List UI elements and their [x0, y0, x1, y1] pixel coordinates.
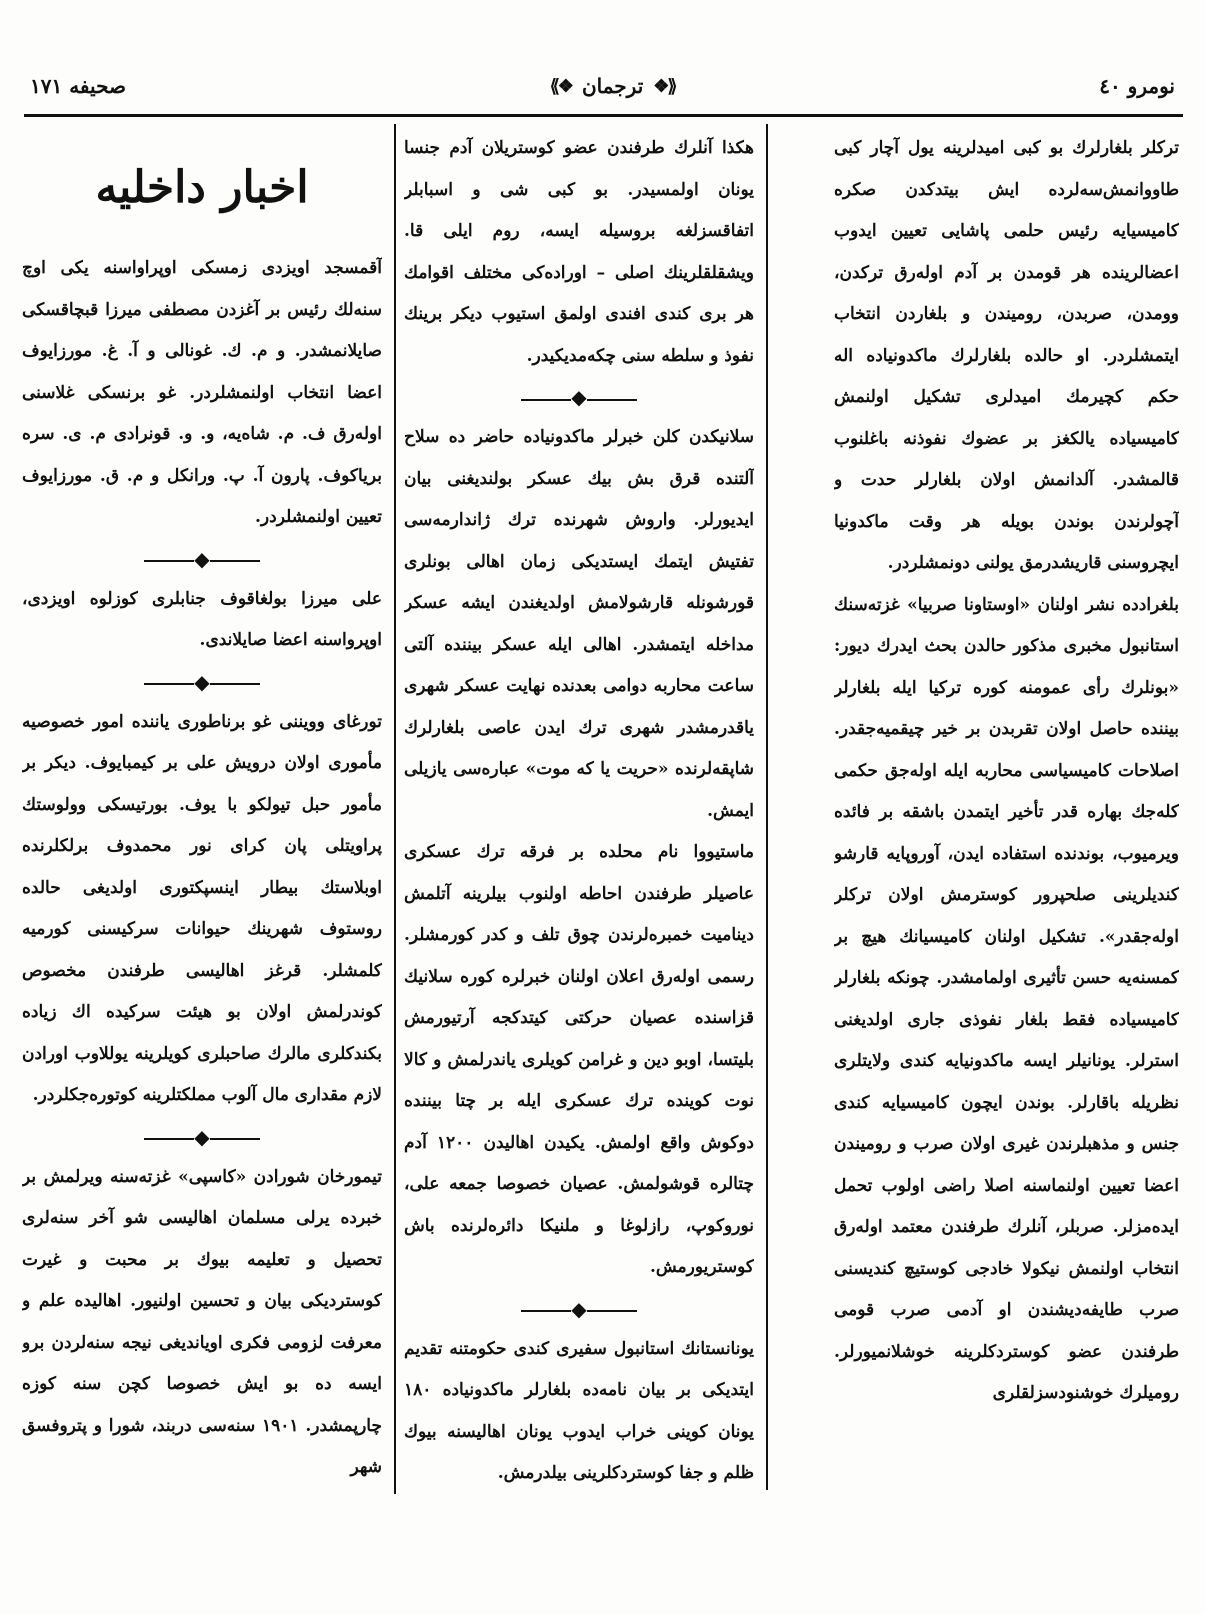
page-number: صحیفه ۱۷۱ [30, 74, 126, 98]
paragraph: هکذا آنلرك طرفندن عضو کوستریلان آدم جنسا یونان اولمسیدر. بو کبی شی و اسبابلر اتفاقسزلغه بروسیله ایسه، روم ایلی قا. ویشقلقلرینك اصلی – اوراده‌کی مختلف اقوامك هر بری کندی افندی اولمق استیوب دیکر برینك نفوذ و سلطه سنی چکه‌مدیکیدر. [404, 138, 754, 366]
section-divider: ◆ [404, 1289, 754, 1329]
ornament-icon: ❖⟫ [549, 75, 572, 97]
section-title: اخبار داخلیه [95, 162, 309, 213]
masthead [550, 74, 676, 98]
paragraph: ماستیووا نام محلده بر فرقه ترك عسکری عاصیلر طرفندن احاطه اولنوب بیلرینه آتلمش دینامیت خمبره‌لرندن چوق تلف و کدر کورمشلر. رسمی اوله‌رق اعلان اولنان خبرلره کوره سلانیك قزاسنده عصیان حرکتی کیتدکجه آرتیورمش بلیتسا، اوبو دین و غرامن کویلری یاندرلمش و کالا نوت کوینده ترك عسکری ایله بر چتا بیننده دوکوش واقع اولمش. یکیدن اهالیدن ۱۲۰۰ آدم چتالره قوشولمش. عصیان خصوصا جمعه علی، نوروکوپ، رازلوغا و ملنیکا دائره‌لرنده باش کوستریورمش. [404, 842, 754, 1277]
section-divider: ◆ [22, 539, 382, 579]
column-divider [394, 124, 396, 1494]
article-column-middle [404, 128, 754, 1514]
ornament-icon: ⟪❖ [653, 75, 676, 97]
paragraph: علی میرزا بولغاقوف جنابلری کوزلوه اویزدی، اوپرواسنه اعضا صایلاندی. [22, 588, 382, 650]
paragraph: یونانستانك استانبول سفیری کندی حکومتنه تقدیم ایتدیکی بر بیان نامه‌ده بلغارلر ماکدونیاده ۱۸۰ یونان کوینی خراب ایدوب یونان اهالیسنه بیوك ظلم و جفا کوستردکلرینی بیلدرمش. [404, 1338, 754, 1483]
article-column-left [22, 128, 382, 1514]
header-rule [24, 114, 1183, 117]
issue-number: نومرو ٤٠ [1099, 74, 1175, 98]
newspaper-title: ترجمان [581, 74, 644, 98]
section-divider: ◆ [404, 377, 754, 417]
paragraph: سلانیکدن کلن خبرلر ماکدونیاده حاضر ده سلاح آلتنده قرق بش بیك عسکر بولندیغنی بیان ایدیورلر. واروش شهرنده ترك ژاندارمه‌سی تفتیش ایتمك ایستدیکی زمان اهالی بونلری قورشونله قارشولامش اولدیغندن ایشه عسکر مداخله ایتمشدر. اهالی ایله عسکر بیننده آلتی ساعت محاربه دوامی بعدنده نهایت عسکر شهری یاقدرمشدر شهری ترك ایدن عاصی بلغارلرك شاپقه‌لرنده «حریت یا که موت» عباره‌سی یازیلی ایمش. [404, 427, 754, 821]
paragraph: تورغای وویننی غو برناطوری یاننده امور خصوصیه مأموری اولان درویش علی بر کیمبایوف. دیکر بر مأمور حبل تیولکو با یوف. بورتیسکی وولوستك پراویتلی پان کرای نور محمدوف برلکلرنده اوبلاستك بیطار اینسپکتوری اولدیغی حالده روستوف شهرینك حیوانات سرکیسنی کورمیه کلمشلر. قرغز اهالیسی طرفندن مخصوص کوندرلمش اولان بو هیئت سرکیده اك زیاده بکندکلری مالرك صاحبلری کویلرینه یوللاوب اورادن لازم مقداری مال آلوب مملکتلرینه کوتوره‌جکلردر. [22, 711, 382, 1105]
paragraph: آقمسجد اویزدی زمسکی اوپراواسنه یکی اوچ سنه‌لك رئیس بر آغزدن مصطفی میرزا قبچاقسکی صایلانمشدر. و م. ك. غونالی و آ. غ. مورزایوف اعضا انتخاب اولنمشلردر. غو برنسکی غلاسنی اوله‌رق ف. م. شاه‌یه، و. و. قونرادی م. ی. سره بریاکوف. پارون آ. پ. ورانکل و م. ق. مورزایوف تعیین اولنمشلردر. [22, 258, 382, 527]
section-divider: ◆ [22, 1117, 382, 1157]
page-header [30, 66, 1175, 106]
paragraph: ترکلر بلغارلرك بو کبی امیدلرینه یول آچار کبی طاووانمش‌سه‌لرده ایش بیتدکدن صکره کامیسیایه رئیس حلمی پاشایی تعیین ایدوب اعضالرینده هر قومدن بر آدم اوله‌رق ترکدن، وومدن، صربدن، رومیندن و بلغاردن انتخاب ایتمشلردر. او حالده بلغارلرك ماکدونیاده اله حکم کچیرمك امیدلری تشکیل اولنمش کامیسیاده یالکغز بر عضوك نفوذنه باغلنوب قالمشدر. آلدانمش اولان بلغارلر حدت و آچولرندن بوندن بویله هر وقت ماکدونیا ایچروسنی قاریشدرمق یولنی دونمشلردر. [834, 138, 1179, 573]
column-divider [766, 124, 768, 1490]
paragraph: تیمورخان شورادن «کاسپی» غزته‌سنه ویرلمش بر خبرده یرلی مسلمان اهالیسی شو آخر سنه‌لری تحصیل و تعلیمه بیوك بر محبت و غیرت کوستردیکی بیان و تحسین اولنیور. اهالیده علم و معرفت لزومی فکری اویاندیغی نیجه سنه‌لردن برو ایسه ده بو ایش خصوصا کچن سنه کوزه چارپمشدر. ۱۹۰۱ سنه‌سی دربند، شورا و پتروفسق شهر [22, 1166, 382, 1477]
section-divider: ◆ [22, 662, 382, 702]
article-column-right [834, 128, 1179, 1514]
paragraph: بلغرادده نشر اولنان «اوستاونا صربیا» غزته‌سنك استانبول مخبری مذکور حالدن بحث ایدرك دیور: «بونلرك رأی عمومنه کوره ترکیا ایله بلغارلر بیننده حاصل اولان تقربدن بر خیر چیقمیه‌جقدر. اصلاحات کامیسیاسی محاربه ایله اوله‌جق حکمی کله‌جك بهاره قدر تأخیر ایتمدن باشقه بر فائده ویرمیوب، بوندنده استفاده ایدن، آوروپایه قارشو کندیلرینی صلحپرور کوسترمش اولان ترکلر اوله‌جقدر». تشکیل اولنان کامیسیانك هیچ بر کمسنه‌یه حسن تأثیری اولمامشدر. چونکه بلغارلر کامیسیاده فقط بلغار نفوذی جاری اولدیغنی استرلر. یونانیلر ایسه ماکدونیایه کندی ولایتلری نظریله باقارلر. بوندن ایچون کامیسیایه کندی جنس و مذهبلرندن غیری اولان صرب و رومیندن اعضا تعیین اولنماسنه اصلا راضی اولوب تحمل ایده‌مزلر. صربلر، آنلرك طرفندن معتمد اوله‌رق انتخاب اولنمش نیکولا خادجی کوستیچ کندیسنی صرب طایفه‌دیشندن او آدمی صرب قومی طرفندن عضو کوستردکلرینه خوشلانمیورلر. رومیلرك خوشنودسزلقلری [834, 594, 1179, 1403]
